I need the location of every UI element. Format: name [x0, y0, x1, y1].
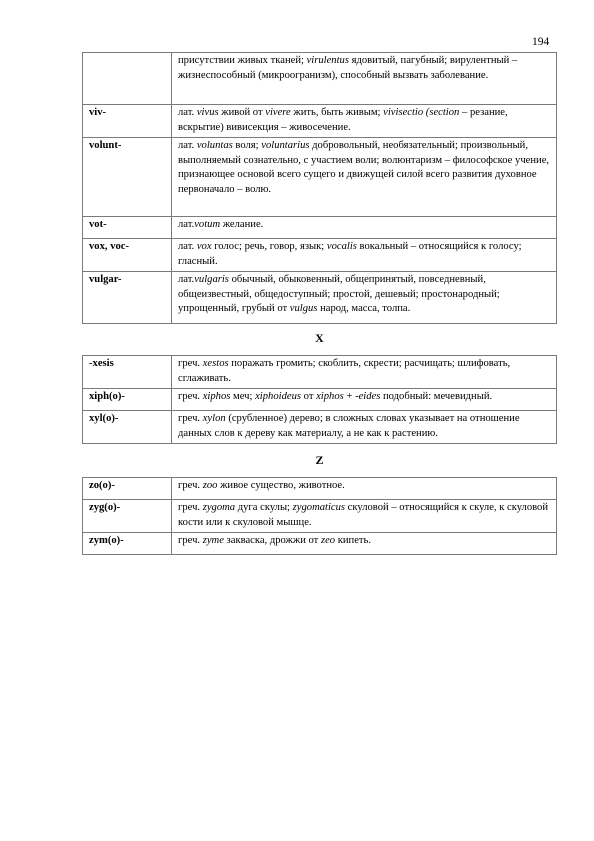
term-italic: vocalis [326, 241, 357, 252]
table-row [83, 105, 557, 138]
term-italic: xestos [202, 358, 229, 369]
term-italic: vox [196, 241, 212, 252]
definition-cell: греч. zyme закваска, дрожжи от zeo кипеть. [172, 533, 557, 555]
definition-cell: лат. voluntas воля; voluntarius добровольный, необязательный; произвольный, выполняемый сознательно, с участием воли; волюнтаризм – философское учение, признающее основой всего сущего и движущей силой всего развития духовное первоначало – волю. [172, 138, 557, 217]
term-italic: voluntas [196, 140, 233, 151]
term-italic: vivere [265, 107, 291, 118]
root-cell: xiph(o)- [83, 389, 172, 411]
term-italic: -eides [355, 391, 381, 402]
term-italic: zygomaticus [292, 502, 346, 513]
root-cell: volunt- [83, 138, 172, 217]
root-cell: -xesis [83, 356, 172, 389]
definition-cell: греч. zoo живое существо, животное. [172, 478, 557, 500]
definition-cell: греч. xylon (срубленное) дерево; в сложных словах указывает на отношение данных слов к дереву как материалу, а не как к растению. [172, 411, 557, 444]
definition-cell: греч. zygoma дуга скулы; zygomaticus скуловой – относящийся к скуле, к скуловой кости или к скуловой мышце. [172, 500, 557, 533]
term-italic: vivus [196, 107, 219, 118]
dictionary-table-z [82, 477, 557, 555]
page-number: 194 [532, 36, 550, 48]
definition-cell: греч. xiphos меч; xiphoideus от xiphos + -eides подобный: мечевидный. [172, 389, 557, 411]
root-cell: vox, voc- [83, 239, 172, 272]
definition-cell: лат.votum желание. [172, 217, 557, 239]
term-italic: vulgus [289, 303, 318, 314]
root-cell: zyg(o)- [83, 500, 172, 533]
root-cell [83, 53, 172, 105]
term-italic: xiphos [316, 391, 344, 402]
definition-cell: лат. vivus живой от vivere жить, быть живым; vivisectio (section – резание, вскрытие) вивисекция – живосечение. [172, 105, 557, 138]
table-row [83, 478, 557, 500]
term-italic: virulentus [306, 55, 349, 66]
section-heading-x: X [315, 331, 324, 345]
root-cell: vulgar- [83, 272, 172, 324]
root-cell: viv- [83, 105, 172, 138]
term-italic: voluntarius [261, 140, 310, 151]
table-row [83, 356, 557, 389]
term-italic: zeo [320, 535, 336, 546]
term-italic: xiphoideus [255, 391, 302, 402]
term-italic: xiphos [202, 391, 231, 402]
term-italic: zoo [202, 480, 218, 491]
definition-cell: лат.vulgaris обычный, обыковенный, общепринятый, повседневный, общеизвестный, общедоступный; простой, дешевый; простонародный; упрощенный, грубый от vulgus народ, масса, толпа. [172, 272, 557, 324]
dictionary-table-v [82, 52, 557, 324]
term-italic: zygoma [202, 502, 236, 513]
term-italic: zyme [202, 535, 224, 546]
table-row [83, 500, 557, 533]
root-cell: vot- [83, 217, 172, 239]
root-cell: zo(o)- [83, 478, 172, 500]
dictionary-table-x [82, 355, 557, 444]
term-italic: vivisectio (section [383, 107, 460, 118]
definition-cell: лат. vox голос; речь, говор, язык; vocalis вокальный – относящийся к голосу; гласный. [172, 239, 557, 272]
table-row [83, 389, 557, 411]
root-cell: zym(o)- [83, 533, 172, 555]
table-row [83, 239, 557, 272]
term-italic: xylon [202, 413, 226, 424]
table-row [83, 411, 557, 444]
root-cell: xyl(o)- [83, 411, 172, 444]
definition-cell: присутствии живых тканей; virulentus ядовитый, пагубный; вирулентный – жизнеспособный (микроогранизм), способный вызвать заболевание. [172, 53, 557, 105]
definition-cell: греч. xestos поражать громить; скоблить, скрести; расчищать; шлифовать, сглаживать. [172, 356, 557, 389]
table-row [83, 138, 557, 217]
table-row [83, 533, 557, 555]
term-italic: votum [194, 219, 221, 230]
table-row [83, 272, 557, 324]
table-row [83, 53, 557, 105]
term-italic: vulgaris [194, 274, 229, 285]
table-row [83, 217, 557, 239]
section-heading-z: Z [315, 453, 324, 467]
